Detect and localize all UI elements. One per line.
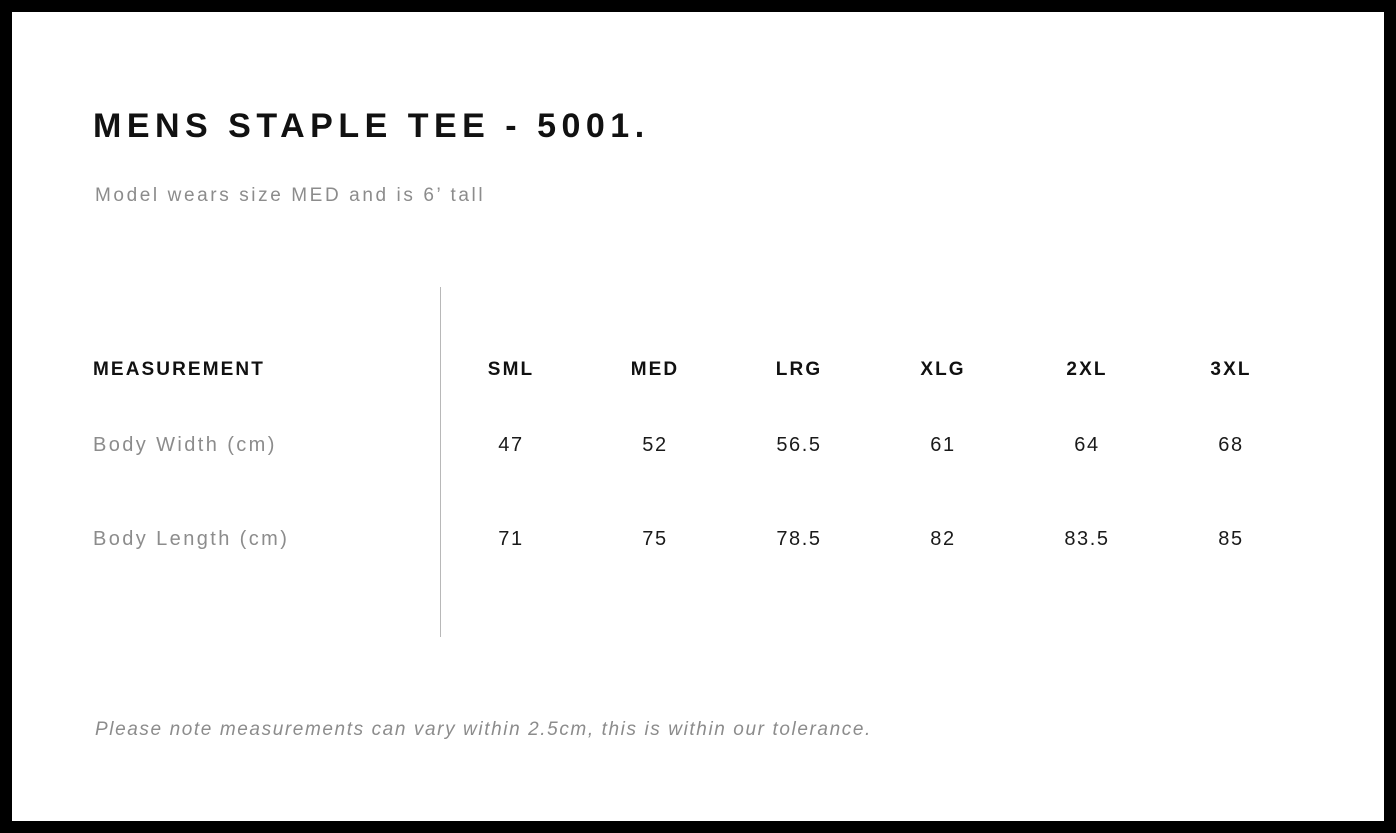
cell-body-width-lrg: 56.5 xyxy=(776,433,822,456)
table-row xyxy=(93,492,1303,586)
model-note: Model wears size MED and is 6’ tall xyxy=(95,185,486,206)
page-content xyxy=(93,12,1324,821)
row-label-body-length: Body Length (cm) xyxy=(93,527,290,550)
column-header-xlg: XLG xyxy=(920,359,966,380)
cell-body-length-med: 75 xyxy=(642,527,668,550)
cell-body-length-sml: 71 xyxy=(498,527,524,550)
column-header-3xl: 3XL xyxy=(1210,359,1252,380)
column-header-sml: SML xyxy=(487,359,535,380)
cell-body-length-2xl: 83.5 xyxy=(1064,527,1110,550)
cell-body-length-lrg: 78.5 xyxy=(776,527,822,550)
table-header-row xyxy=(93,342,1303,398)
page-title: MENS STAPLE TEE - 5001. xyxy=(93,107,650,145)
size-chart-table xyxy=(93,342,1303,586)
cell-body-width-2xl: 64 xyxy=(1074,433,1100,456)
cell-body-width-3xl: 68 xyxy=(1218,433,1244,456)
cell-body-width-med: 52 xyxy=(642,433,668,456)
cell-body-length-3xl: 85 xyxy=(1218,527,1244,550)
column-header-med: MED xyxy=(630,359,680,380)
size-chart-page xyxy=(12,12,1384,821)
table-row xyxy=(93,398,1303,492)
row-label-body-width: Body Width (cm) xyxy=(93,433,277,456)
tolerance-note: Please note measurements can vary within 2.5cm, this is within our tolerance. xyxy=(95,719,872,740)
column-header-2xl: 2XL xyxy=(1066,359,1108,380)
cell-body-length-xlg: 82 xyxy=(930,527,956,550)
column-header-measurement: MEASUREMENT xyxy=(93,359,265,380)
cell-body-width-sml: 47 xyxy=(498,433,524,456)
column-header-lrg: LRG xyxy=(775,359,823,380)
cell-body-width-xlg: 61 xyxy=(930,433,956,456)
